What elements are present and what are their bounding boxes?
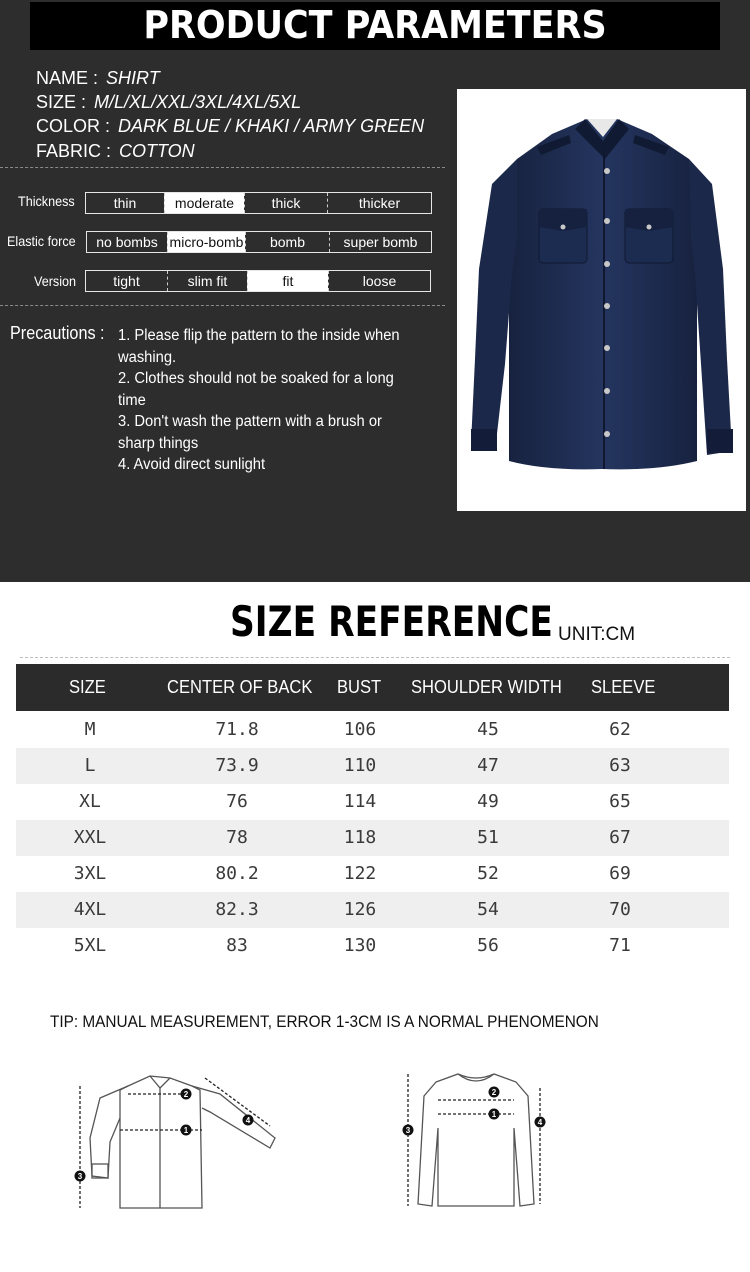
precautions-label: Precautions : bbox=[10, 323, 105, 343]
spec-size-value: M/L/XL/XXL/3XL/4XL/5XL bbox=[94, 92, 302, 112]
shirt-image bbox=[457, 89, 746, 511]
version-option: tight bbox=[113, 273, 140, 289]
marker-3: 3 bbox=[77, 1172, 83, 1181]
table-cell: XL bbox=[79, 791, 101, 812]
table-cell: 80.2 bbox=[215, 863, 259, 884]
table-cell: 45 bbox=[477, 719, 499, 740]
thickness-option: thicker bbox=[327, 193, 431, 213]
table-row bbox=[16, 784, 729, 820]
table-cell: 4XL bbox=[73, 899, 107, 920]
elastic-option-selected: micro-bomb bbox=[167, 232, 245, 252]
table-cell: 3XL bbox=[73, 863, 107, 884]
marker-1: 1 bbox=[491, 1110, 497, 1119]
thickness-label: Thickness bbox=[18, 193, 75, 209]
marker-4: 4 bbox=[537, 1118, 543, 1127]
spec-name-label: NAME : bbox=[36, 68, 99, 88]
header-sleeve: SLEEVE bbox=[591, 677, 656, 697]
table-cell: 69 bbox=[609, 863, 631, 884]
precaution-item: 2. Clothes should not be soaked for a long time bbox=[118, 370, 394, 409]
header-center-of-back: CENTER OF BACK bbox=[167, 677, 313, 697]
table-cell: 71.8 bbox=[215, 719, 259, 740]
version-option: slim fit bbox=[167, 271, 247, 291]
spec-size bbox=[36, 92, 301, 113]
thickness-option-selected: moderate bbox=[164, 193, 244, 213]
version-scale bbox=[85, 270, 431, 292]
elastic-force-label: Elastic force bbox=[7, 233, 76, 249]
table-cell: 47 bbox=[477, 755, 499, 776]
table-cell: 5XL bbox=[73, 935, 107, 956]
version-label: Version bbox=[34, 273, 77, 289]
divider bbox=[0, 167, 445, 168]
shirt-measurement-diagram bbox=[70, 1068, 300, 1218]
table-cell: 52 bbox=[477, 863, 499, 884]
table-cell: 126 bbox=[343, 899, 377, 920]
spec-fabric-value: COTTON bbox=[119, 141, 195, 161]
table-row bbox=[16, 856, 729, 892]
spec-color-value: DARK BLUE / KHAKI / ARMY GREEN bbox=[118, 116, 425, 136]
product-parameters-panel bbox=[0, 0, 750, 582]
table-cell: 78 bbox=[226, 827, 248, 848]
header-size: SIZE bbox=[69, 677, 106, 697]
table-cell: 51 bbox=[477, 827, 499, 848]
table-cell: 67 bbox=[609, 827, 631, 848]
table-cell: 63 bbox=[609, 755, 631, 776]
elastic-option: no bombs bbox=[96, 234, 158, 250]
table-cell: 122 bbox=[343, 863, 377, 884]
spec-fabric-label: FABRIC : bbox=[36, 141, 112, 161]
elastic-force-scale bbox=[86, 231, 432, 253]
table-cell: 76 bbox=[226, 791, 248, 812]
header-bust: BUST bbox=[337, 677, 382, 697]
table-cell: 62 bbox=[609, 719, 631, 740]
table-row bbox=[16, 712, 729, 748]
table-cell: 106 bbox=[343, 719, 377, 740]
measurement-tip: TIP: MANUAL MEASUREMENT, ERROR 1-3CM IS A NORMAL PHENOMENON bbox=[50, 1013, 599, 1031]
precaution-item: 1. Please flip the pattern to the inside when washing. bbox=[118, 327, 400, 366]
table-cell: 70 bbox=[609, 899, 631, 920]
table-cell: XXL bbox=[73, 827, 107, 848]
thickness-scale bbox=[85, 192, 432, 214]
table-cell: 71 bbox=[609, 935, 631, 956]
table-cell: L bbox=[84, 755, 96, 776]
size-table-header bbox=[16, 664, 729, 711]
marker-2: 2 bbox=[183, 1090, 189, 1099]
divider bbox=[0, 305, 445, 306]
marker-4: 4 bbox=[245, 1116, 251, 1125]
table-cell: 114 bbox=[343, 791, 377, 812]
table-cell: 73.9 bbox=[215, 755, 259, 776]
elastic-option: bomb bbox=[245, 232, 329, 252]
thickness-option: thick bbox=[244, 193, 327, 213]
spec-color-label: COLOR : bbox=[36, 116, 111, 136]
table-cell: 56 bbox=[477, 935, 499, 956]
marker-1: 1 bbox=[183, 1126, 189, 1135]
table-cell: 49 bbox=[477, 791, 499, 812]
spec-fabric bbox=[36, 141, 195, 162]
marker-2: 2 bbox=[491, 1088, 497, 1097]
version-option-selected: fit bbox=[247, 271, 328, 291]
header-shoulder-width: SHOULDER WIDTH bbox=[411, 677, 562, 697]
divider bbox=[20, 657, 730, 658]
table-row bbox=[16, 748, 729, 784]
table-cell: 83 bbox=[226, 935, 248, 956]
unit-label: UNIT:CM bbox=[558, 624, 636, 645]
spec-name bbox=[36, 68, 160, 89]
product-photo bbox=[457, 89, 746, 511]
product-parameters-title: PRODUCT PARAMETERS bbox=[30, 2, 720, 50]
thickness-option: thin bbox=[113, 195, 137, 211]
precaution-item: 4. Avoid direct sunlight bbox=[118, 456, 266, 473]
spec-size-label: SIZE : bbox=[36, 92, 87, 112]
table-cell: 82.3 bbox=[215, 899, 259, 920]
table-cell: M bbox=[84, 719, 96, 740]
spec-color bbox=[36, 116, 424, 137]
table-cell: 130 bbox=[343, 935, 377, 956]
table-row bbox=[16, 820, 729, 856]
spec-name-value: SHIRT bbox=[106, 68, 160, 88]
version-option: loose bbox=[328, 271, 430, 291]
table-cell: 54 bbox=[477, 899, 499, 920]
marker-3: 3 bbox=[405, 1126, 411, 1135]
table-cell: 110 bbox=[343, 755, 377, 776]
table-row bbox=[16, 928, 729, 964]
table-cell: 65 bbox=[609, 791, 631, 812]
size-reference-title: SIZE REFERENCE bbox=[230, 597, 553, 646]
elastic-option: super bomb bbox=[329, 232, 431, 252]
table-row bbox=[16, 892, 729, 928]
precautions-list bbox=[118, 325, 438, 476]
precaution-item: 3. Don't wash the pattern with a brush or sharp things bbox=[118, 413, 382, 452]
sweater-measurement-diagram bbox=[398, 1068, 558, 1218]
table-cell: 118 bbox=[343, 827, 377, 848]
